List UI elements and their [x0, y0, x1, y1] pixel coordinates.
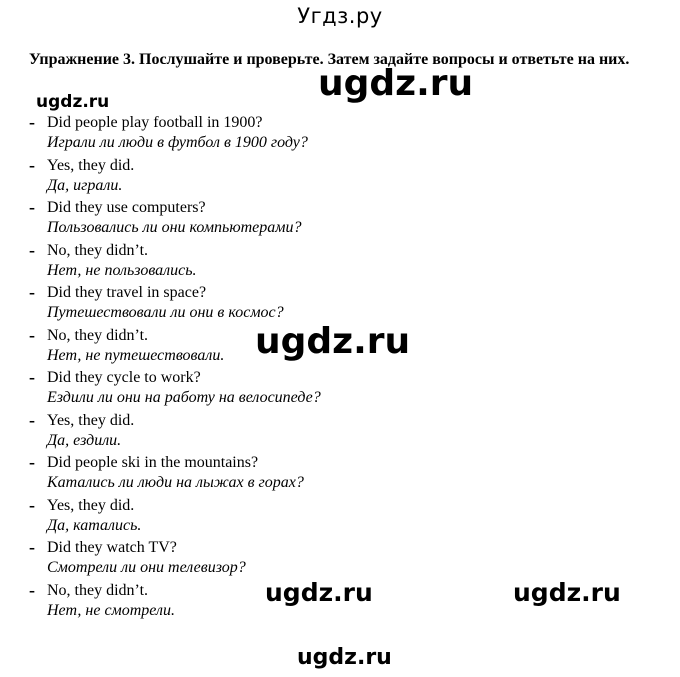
bullet-dash: -: [29, 155, 35, 175]
russian-translation: Нет, не смотрели.: [47, 602, 175, 619]
bullet-dash: -: [29, 495, 35, 515]
bullet-dash: -: [29, 367, 35, 387]
watermark: ugdz.ru: [297, 645, 392, 670]
english-line: Yes, they did.: [47, 497, 135, 514]
russian-translation: Нет, не пользовались.: [47, 262, 197, 279]
english-line: Did they cycle to work?: [47, 369, 201, 386]
bullet-dash: -: [29, 580, 35, 600]
watermark: ugdz.ru: [255, 321, 411, 362]
bullet-dash: -: [29, 282, 35, 302]
russian-translation: Катались ли люди на лыжах в горах?: [47, 474, 304, 491]
english-line: Did they use computers?: [47, 199, 206, 216]
english-line: No, they didn’t.: [47, 242, 149, 259]
russian-translation: Смотрели ли они телевизор?: [47, 559, 246, 576]
english-line: Did they travel in space?: [47, 284, 207, 301]
watermark: ugdz.ru: [318, 63, 474, 104]
english-line: Did people play football in 1900?: [47, 114, 263, 131]
russian-translation: Да, катались.: [47, 517, 142, 534]
bullet-dash: -: [29, 452, 35, 472]
bullet-dash: -: [29, 112, 35, 132]
russian-translation: Играли ли люди в футбол в 1900 году?: [47, 134, 308, 151]
watermark: ugdz.ru: [265, 578, 373, 607]
russian-translation: Да, ездили.: [47, 432, 122, 449]
english-line: Yes, they did.: [47, 412, 135, 429]
site-header: Угдз.ру: [297, 4, 383, 28]
watermark: ugdz.ru: [36, 92, 110, 112]
bullet-dash: -: [29, 197, 35, 217]
english-line: No, they didn’t.: [47, 327, 149, 344]
english-line: Did people ski in the mountains?: [47, 454, 259, 471]
english-line: No, they didn’t.: [47, 582, 149, 599]
exercise-heading: Упражнение 3. Послушайте и проверьте. Затем задайте вопросы и ответьте на них.: [29, 51, 630, 68]
russian-translation: Да, играли.: [47, 177, 123, 194]
english-line: Did they watch TV?: [47, 539, 177, 556]
watermark: ugdz.ru: [513, 578, 621, 607]
russian-translation: Нет, не путешествовали.: [47, 347, 225, 364]
english-line: Yes, they did.: [47, 157, 135, 174]
bullet-dash: -: [29, 240, 35, 260]
russian-translation: Путешествовали ли они в космос?: [47, 304, 284, 321]
bullet-dash: -: [29, 325, 35, 345]
bullet-dash: -: [29, 537, 35, 557]
russian-translation: Пользовались ли они компьютерами?: [47, 219, 302, 236]
russian-translation: Ездили ли они на работу на велосипеде?: [47, 389, 321, 406]
bullet-dash: -: [29, 410, 35, 430]
